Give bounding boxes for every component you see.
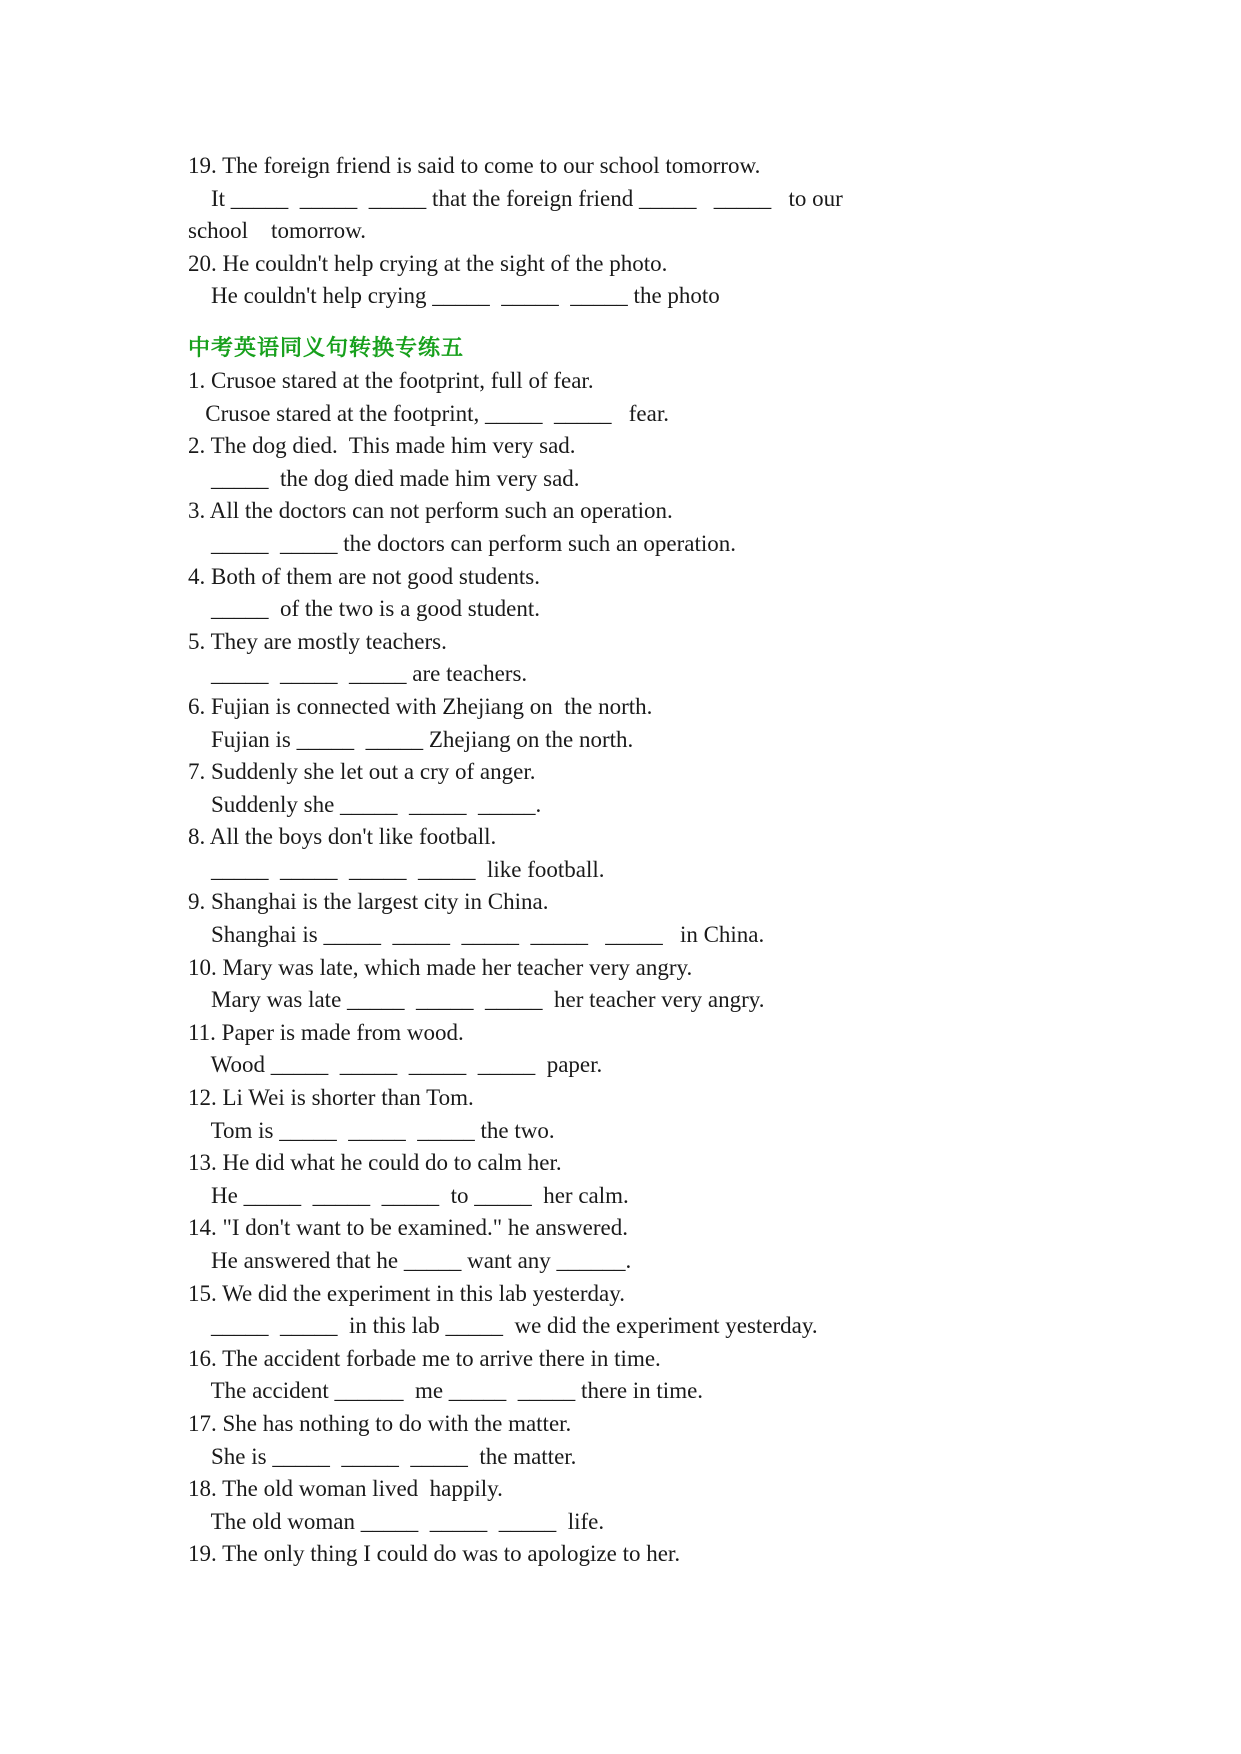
answer-line: The old woman _____ _____ _____ life.	[188, 1508, 605, 1534]
question-line: 11. Paper is made from wood.	[188, 1019, 464, 1045]
answer-line: _____ _____ _____ _____ like football.	[188, 856, 605, 882]
answer-line: Fujian is _____ _____ Zhejiang on the north.	[188, 726, 634, 752]
answer-line: The accident ______ me _____ _____ there in time.	[188, 1378, 704, 1404]
question-line: 17. She has nothing to do with the matter.	[188, 1410, 572, 1436]
question-line: 5. They are mostly teachers.	[188, 628, 447, 654]
question-line: 9. Shanghai is the largest city in China.	[188, 889, 549, 915]
question-line: 10. Mary was late, which made her teacher very angry.	[188, 954, 693, 980]
answer-line: _____ of the two is a good student.	[188, 596, 540, 622]
answer-line: Suddenly she _____ _____ _____.	[188, 791, 542, 817]
exercise-list	[188, 365, 1088, 1571]
text-line: school tomorrow.	[188, 218, 367, 244]
question-line: 4. Both of them are not good students.	[188, 563, 540, 589]
answer-line: Crusoe stared at the footprint, _____ _____ fear.	[188, 400, 669, 426]
answer-line: Shanghai is _____ _____ _____ _____ _____ in China.	[188, 922, 765, 948]
previous-section-tail	[188, 150, 1088, 313]
text-line: It _____ _____ _____ that the foreign friend _____ _____ to our	[188, 185, 843, 211]
answer-line: _____ _____ the doctors can perform such an operation.	[188, 530, 737, 556]
text-line: He couldn't help crying _____ _____ _____ the photo	[188, 283, 720, 309]
section-spacer	[188, 313, 1088, 333]
question-line: 3. All the doctors can not perform such an operation.	[188, 498, 673, 524]
answer-line: _____ _____ in this lab _____ we did the experiment yesterday.	[188, 1313, 818, 1339]
answer-line: Mary was late _____ _____ _____ her teacher very angry.	[188, 987, 765, 1013]
question-line: 19. The only thing I could do was to apologize to her.	[188, 1541, 681, 1567]
section-heading: 中考英语同义句转换专练五	[188, 335, 465, 361]
question-line: 13. He did what he could do to calm her.	[188, 1150, 562, 1176]
question-line: 6. Fujian is connected with Zhejiang on the north.	[188, 693, 653, 719]
answer-line: She is _____ _____ _____ the matter.	[188, 1443, 577, 1469]
text-line: 19. The foreign friend is said to come to our school tomorrow.	[188, 153, 761, 178]
answer-line: Tom is _____ _____ _____ the two.	[188, 1117, 555, 1143]
answer-line: _____ the dog died made him very sad.	[188, 465, 580, 491]
text-line: 20. He couldn't help crying at the sight of the photo.	[188, 250, 668, 276]
worksheet-page	[188, 150, 1088, 1571]
question-line: 16. The accident forbade me to arrive there in time.	[188, 1345, 661, 1371]
question-line: 14. "I don't want to be examined." he answered.	[188, 1215, 628, 1241]
answer-line: He answered that he _____ want any ______.	[188, 1248, 632, 1273]
question-line: 1. Crusoe stared at the footprint, full of fear.	[188, 367, 594, 393]
question-line: 2. The dog died. This made him very sad.	[188, 433, 576, 459]
question-line: 7. Suddenly she let out a cry of anger.	[188, 759, 536, 785]
answer-line: He _____ _____ _____ to _____ her calm.	[188, 1182, 629, 1208]
answer-line: Wood _____ _____ _____ _____ paper.	[188, 1052, 603, 1078]
question-line: 12. Li Wei is shorter than Tom.	[188, 1085, 474, 1111]
question-line: 15. We did the experiment in this lab yesterday.	[188, 1280, 625, 1306]
question-line: 18. The old woman lived happily.	[188, 1476, 503, 1502]
question-line: 8. All the boys don't like football.	[188, 824, 497, 850]
answer-line: _____ _____ _____ are teachers.	[188, 661, 528, 687]
